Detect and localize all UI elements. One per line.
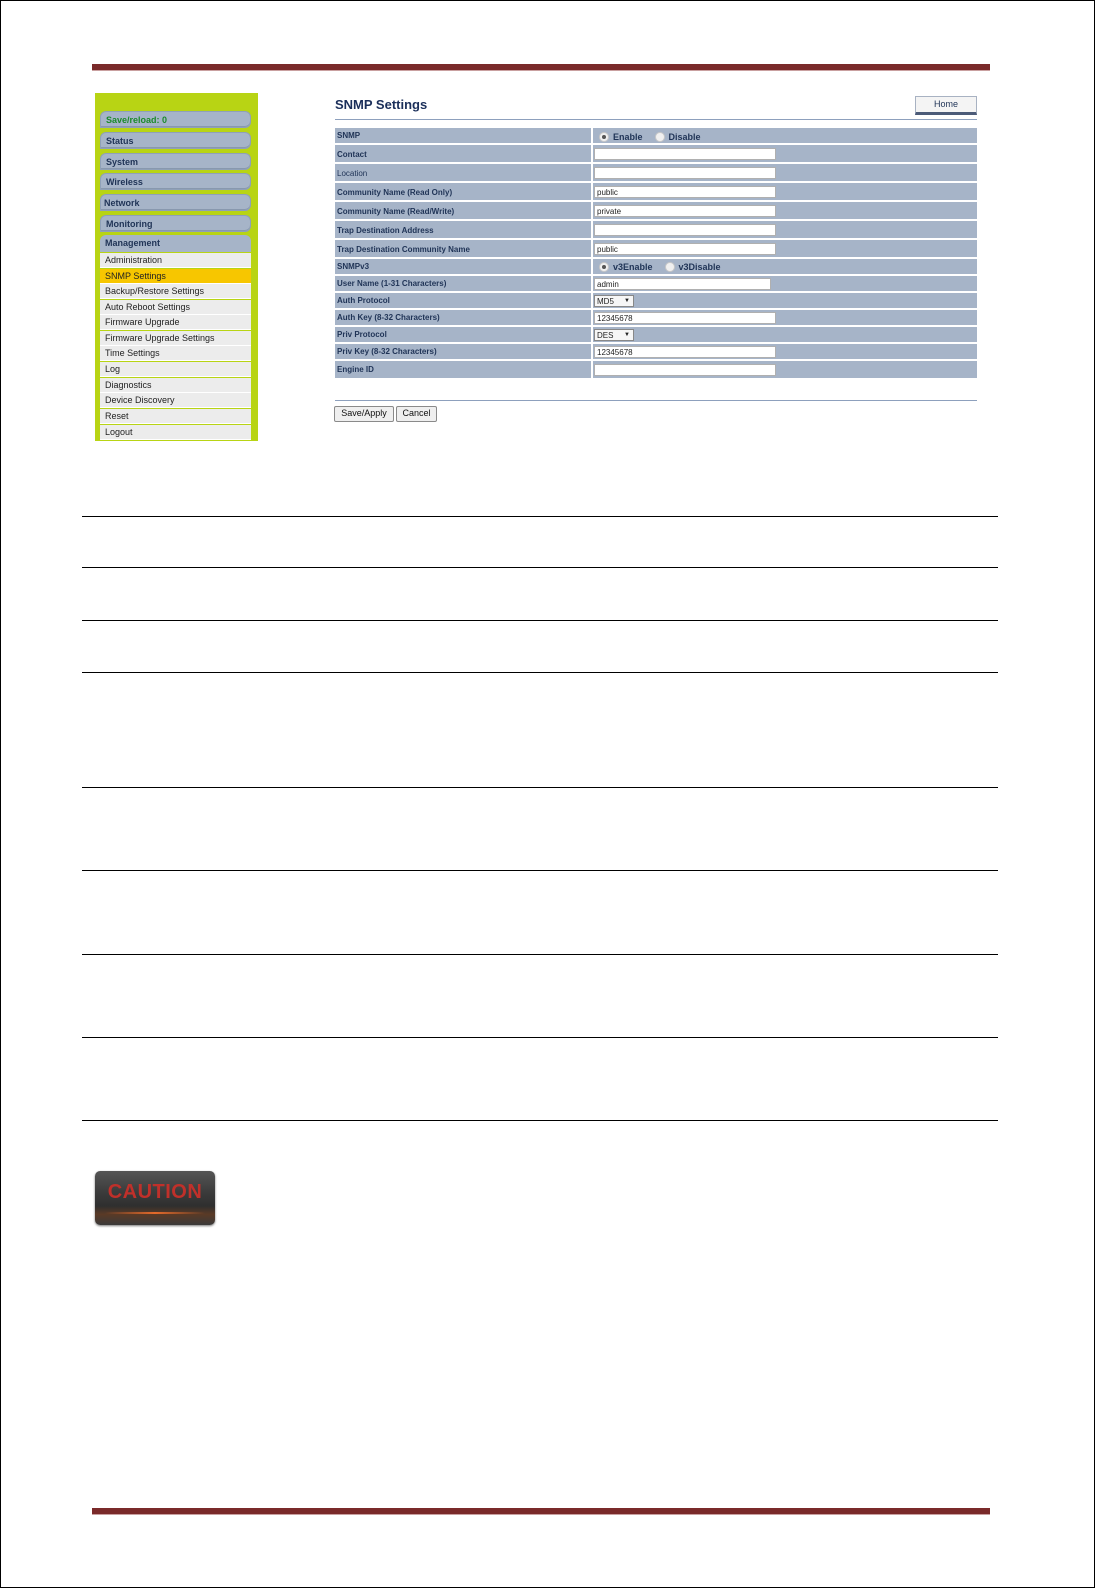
radio-label: Disable <box>668 132 701 142</box>
row-snmp <box>335 128 977 145</box>
sidebar-item-backup-restore[interactable]: Backup/Restore Settings <box>100 284 251 299</box>
save-reload-button[interactable]: Save/reload: 0 <box>100 111 251 128</box>
cancel-button[interactable]: Cancel <box>396 406 437 422</box>
sidebar-item-snmp-settings[interactable]: SNMP Settings <box>100 269 251 284</box>
sidebar-item-time-settings[interactable]: Time Settings <box>100 346 251 361</box>
radio-label: Enable <box>613 132 643 142</box>
save-apply-button[interactable]: Save/Apply <box>334 406 394 422</box>
snmp-enable-radio[interactable] <box>599 132 609 142</box>
nav-status[interactable]: Status <box>100 132 251 149</box>
engine-id-input[interactable] <box>594 364 776 376</box>
sidebar-item-reset[interactable]: Reset <box>100 409 251 424</box>
priv-protocol-select[interactable] <box>594 329 634 341</box>
nav-system[interactable]: System <box>100 153 251 170</box>
row-label: SNMPv3 <box>337 262 370 271</box>
row-trap-address <box>335 221 977 240</box>
row-priv-key <box>335 344 977 361</box>
table-rule <box>82 672 998 673</box>
dropdown-arrow-icon: ▼ <box>624 332 630 338</box>
row-contact <box>335 145 977 164</box>
caution-badge <box>95 1171 215 1225</box>
row-username <box>335 276 977 293</box>
row-label: Location <box>337 169 368 178</box>
table-rule <box>82 870 998 871</box>
select-value: MD5 <box>597 297 614 306</box>
sidebar-item-diagnostics[interactable]: Diagnostics <box>100 378 251 393</box>
row-label: Trap Destination Community Name <box>337 245 470 254</box>
row-priv-protocol <box>335 327 977 344</box>
table-rule <box>82 567 998 568</box>
sidebar <box>95 93 258 441</box>
row-community-ro <box>335 183 977 202</box>
snmp-settings-form <box>335 128 977 380</box>
form-bottom-divider <box>335 400 977 401</box>
snmp-disable-radio[interactable] <box>655 132 665 142</box>
dropdown-arrow-icon: ▼ <box>624 298 630 304</box>
table-rule <box>82 1120 998 1121</box>
community-read-write-input[interactable]: private <box>594 205 776 217</box>
radio-label: v3Disable <box>678 262 721 272</box>
row-label: Trap Destination Address <box>337 226 434 235</box>
contact-input[interactable] <box>594 148 776 160</box>
select-value: DES <box>597 331 614 340</box>
auth-protocol-select[interactable] <box>594 295 634 307</box>
row-trap-community <box>335 240 977 259</box>
v3-enable-radio[interactable] <box>599 262 609 272</box>
row-engine-id <box>335 361 977 380</box>
sidebar-item-administration[interactable]: Administration <box>100 253 251 268</box>
nav-management[interactable]: Management <box>100 235 251 252</box>
caution-label: CAUTION <box>107 1181 203 1203</box>
v3-disable-radio[interactable] <box>665 262 675 272</box>
username-input[interactable]: admin <box>594 278 771 290</box>
row-snmpv3 <box>335 259 977 276</box>
sidebar-item-logout[interactable]: Logout <box>100 425 251 440</box>
row-label: Auth Protocol <box>337 296 390 305</box>
sidebar-item-firmware-upgrade-settings[interactable]: Firmware Upgrade Settings <box>100 331 251 346</box>
table-rule <box>82 516 998 517</box>
row-label: Auth Key (8-32 Characters) <box>337 313 440 322</box>
sidebar-item-firmware-upgrade[interactable]: Firmware Upgrade <box>100 315 251 330</box>
nav-wireless[interactable]: Wireless <box>100 173 251 190</box>
row-auth-key <box>335 310 977 327</box>
table-rule <box>82 787 998 788</box>
row-label: Contact <box>337 150 367 159</box>
nav-network[interactable]: Network <box>100 194 251 211</box>
row-label: User Name (1-31 Characters) <box>337 279 447 288</box>
row-auth-protocol <box>335 293 977 310</box>
radio-label: v3Enable <box>613 262 653 272</box>
row-label: SNMP <box>337 131 361 140</box>
row-community-rw <box>335 202 977 221</box>
header-rule <box>92 64 990 71</box>
footer-rule <box>92 1508 990 1515</box>
row-location <box>335 164 977 183</box>
row-label: Priv Key (8-32 Characters) <box>337 347 437 356</box>
table-rule <box>82 1037 998 1038</box>
priv-key-input[interactable]: 12345678 <box>594 346 776 358</box>
nav-monitoring[interactable]: Monitoring <box>100 215 251 232</box>
trap-destination-address-input[interactable] <box>594 224 776 236</box>
row-label: Priv Protocol <box>337 330 387 339</box>
trap-community-name-input[interactable]: public <box>594 243 776 255</box>
sidebar-item-device-discovery[interactable]: Device Discovery <box>100 393 251 408</box>
row-label: Community Name (Read/Write) <box>337 207 455 216</box>
auth-key-input[interactable]: 12345678 <box>594 312 776 324</box>
sidebar-item-auto-reboot[interactable]: Auto Reboot Settings <box>100 300 251 315</box>
page-title: SNMP Settings <box>335 97 428 112</box>
sidebar-item-log[interactable]: Log <box>100 362 251 377</box>
home-button[interactable]: Home <box>915 96 977 115</box>
community-read-only-input[interactable]: public <box>594 186 776 198</box>
row-label: Community Name (Read Only) <box>337 188 453 197</box>
location-input[interactable] <box>594 167 776 179</box>
table-rule <box>82 954 998 955</box>
table-rule <box>82 620 998 621</box>
title-divider <box>335 119 977 120</box>
row-label: Engine ID <box>337 365 374 374</box>
